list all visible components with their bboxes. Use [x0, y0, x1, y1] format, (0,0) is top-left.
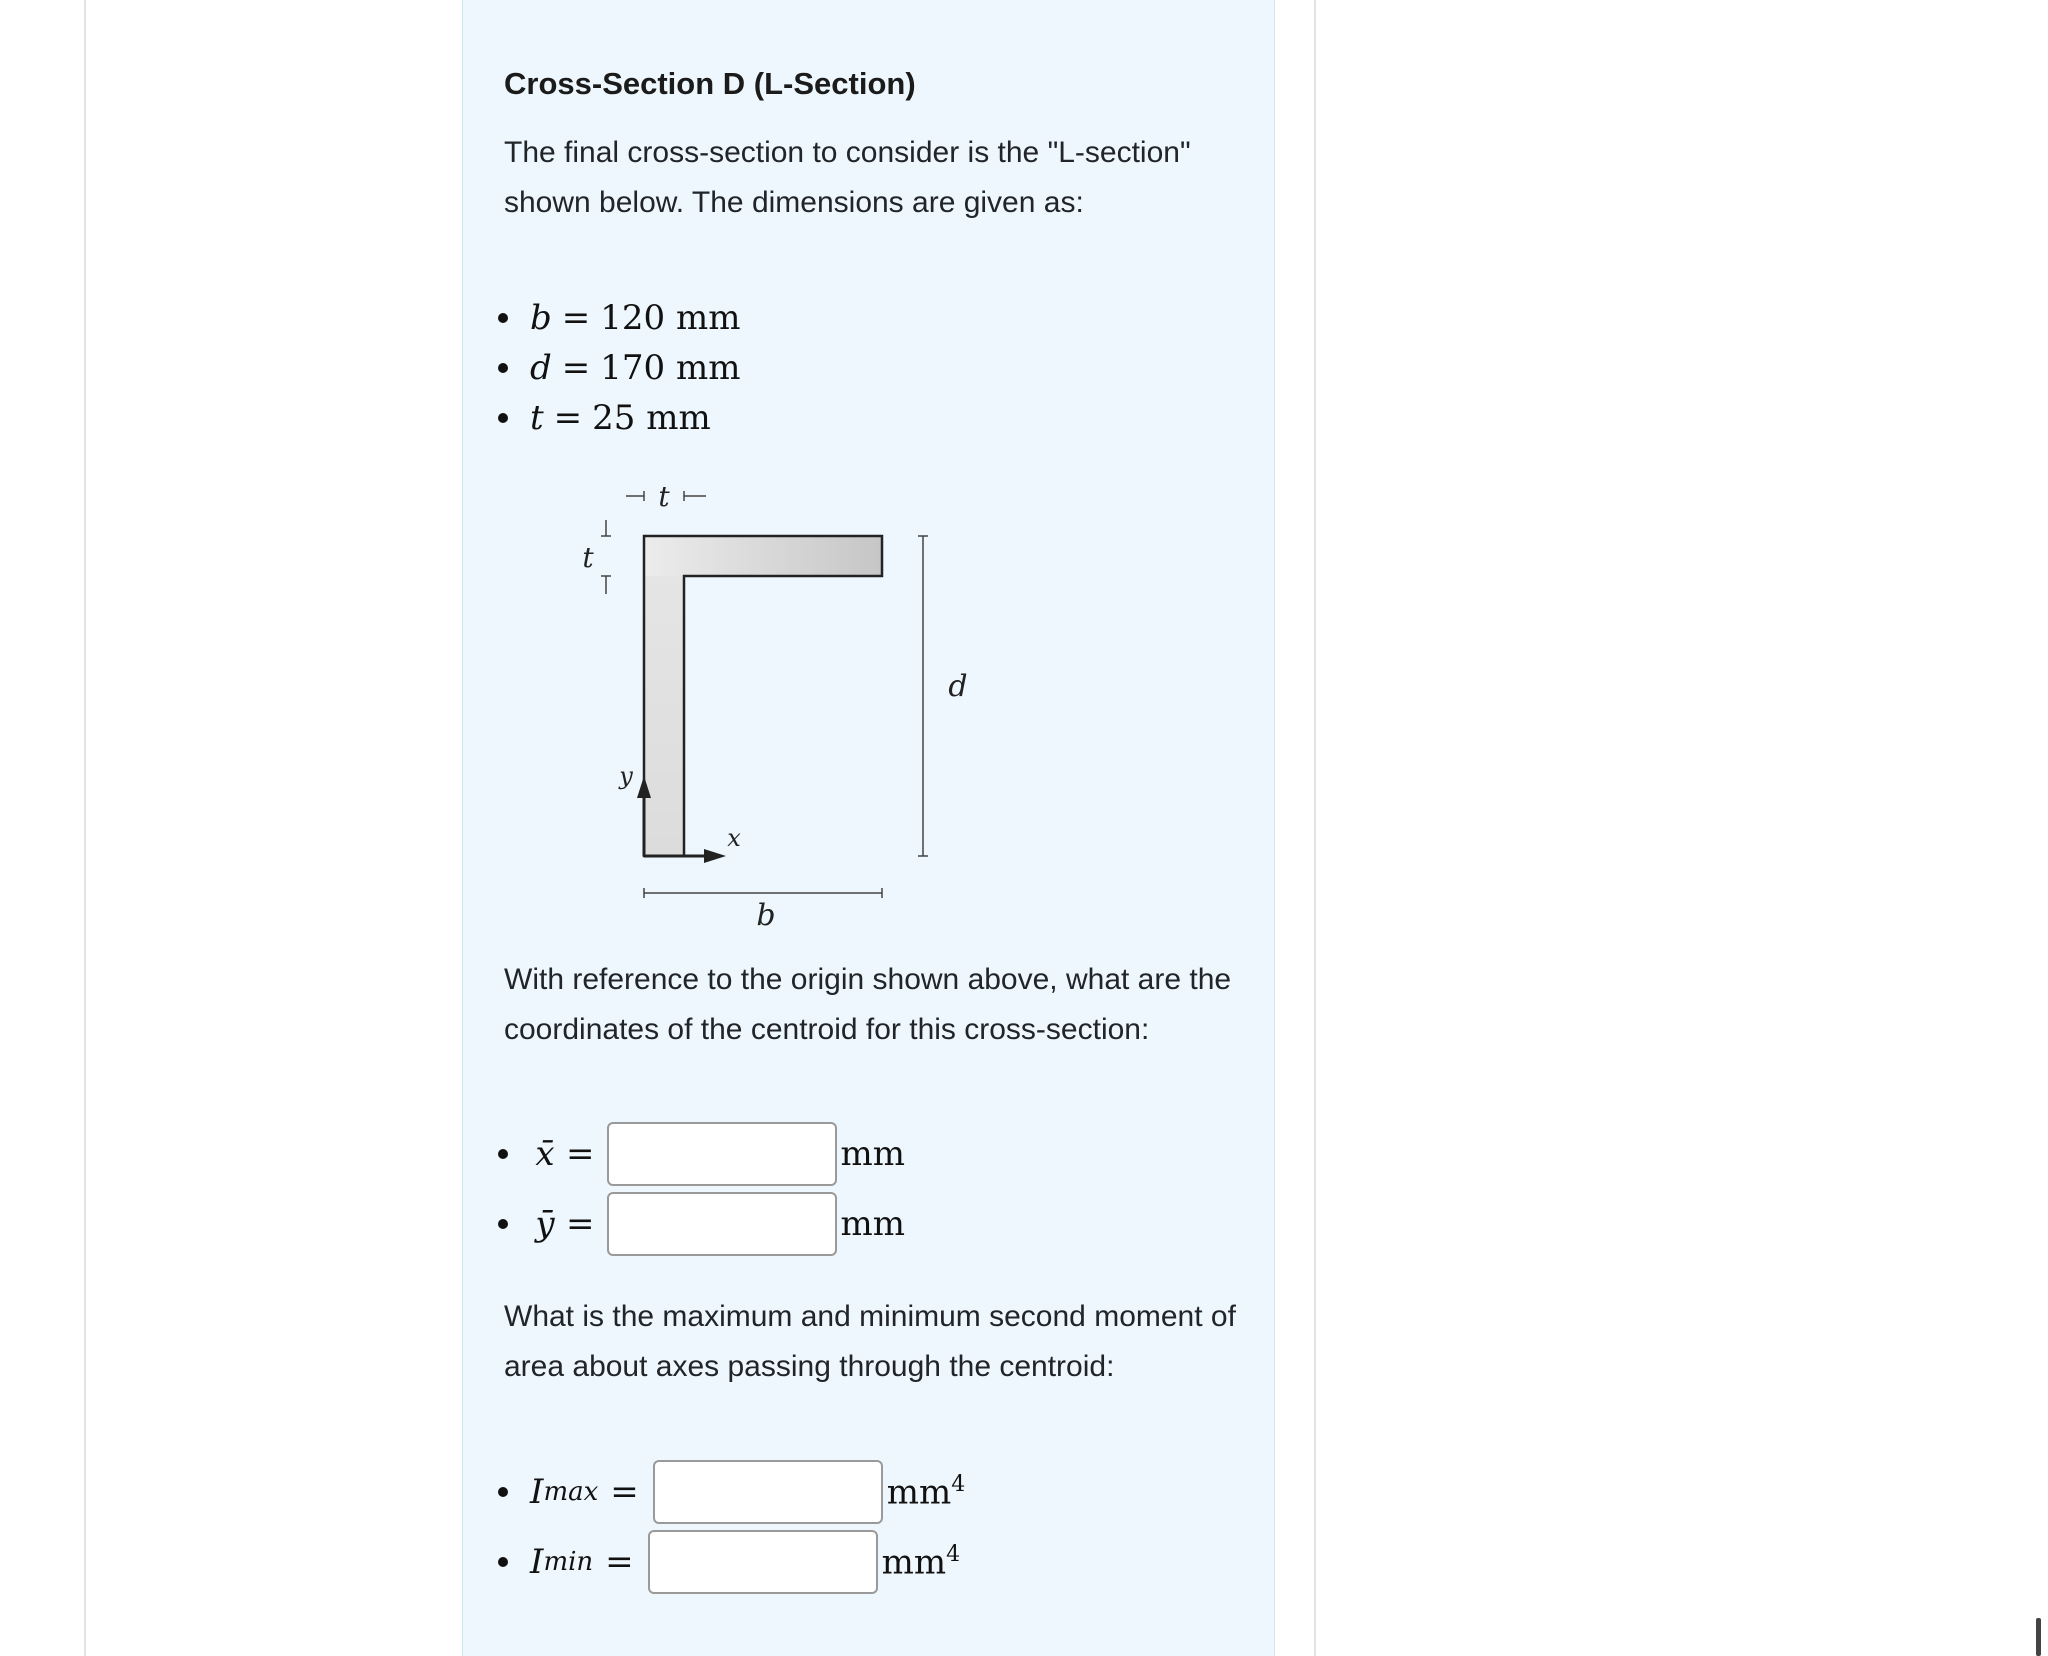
i-min-symbol: I	[530, 1542, 544, 1582]
equals-sign: =	[553, 398, 583, 438]
l-section-flange	[644, 536, 882, 576]
dimension-item-t	[498, 393, 711, 443]
equals-sign: =	[610, 1472, 639, 1512]
equals-sign: =	[561, 298, 591, 338]
y-bar-unit: mm	[840, 1204, 905, 1244]
dimension-item-b	[498, 293, 740, 343]
x-bar-symbol: x̄	[535, 1134, 555, 1174]
bullet-icon	[498, 363, 508, 373]
bullet-icon	[498, 1219, 508, 1229]
t-left-label: t	[582, 541, 594, 574]
centroid-question-text: With reference to the origin shown above, what are the coordinates of the centroid for this cross-section:	[504, 963, 1232, 1046]
dimension-symbol: d	[530, 348, 552, 388]
dimension-value: 170 mm	[600, 348, 741, 388]
l-section-diagram	[560, 470, 1000, 940]
equals-sign: =	[566, 1204, 595, 1244]
i-min-unit	[882, 1542, 960, 1582]
intro-text: The final cross-section to consider is the "L-section" shown below. The dimensions are given as:	[504, 136, 1191, 219]
bullet-icon	[498, 1557, 508, 1567]
x-axis-label: x	[727, 824, 741, 852]
x-bar-input[interactable]	[607, 1122, 837, 1186]
section-heading: Cross-Section D (L-Section)	[504, 66, 916, 101]
dimension-symbol: t	[530, 398, 544, 438]
equals-sign: =	[566, 1134, 595, 1174]
y-axis-label: y	[619, 762, 633, 790]
bullet-icon	[498, 1487, 508, 1497]
i-max-input[interactable]	[653, 1460, 883, 1524]
y-bar-input[interactable]	[607, 1192, 837, 1256]
equals-sign: =	[561, 348, 591, 388]
scrollbar-thumb[interactable]	[2036, 1618, 2041, 1656]
moment-question-text: What is the maximum and minimum second moment of area about axes passing through the centroid:	[504, 1300, 1236, 1383]
centroid-x-item	[498, 1120, 905, 1188]
i-max-unit	[887, 1472, 965, 1512]
bullet-icon	[498, 413, 508, 423]
dimension-symbol: b	[530, 298, 552, 338]
d-label: d	[948, 669, 968, 704]
i-max-symbol: I	[530, 1472, 544, 1512]
i-min-item	[498, 1528, 960, 1596]
i-max-subscript: max	[543, 1477, 599, 1507]
i-max-unit-power: 4	[951, 1471, 966, 1497]
bullet-icon	[498, 1149, 508, 1159]
i-max-item	[498, 1458, 965, 1526]
equals-sign: =	[605, 1542, 634, 1582]
i-max-unit-base: mm	[886, 1472, 952, 1513]
dimension-value: 120 mm	[600, 298, 741, 338]
i-min-unit-power: 4	[946, 1541, 961, 1567]
b-label: b	[756, 898, 776, 933]
i-min-subscript: min	[543, 1547, 594, 1577]
l-section-web	[644, 536, 684, 856]
x-axis-arrow-icon	[704, 849, 726, 863]
y-bar-symbol: ȳ	[535, 1204, 555, 1244]
t-top-label: t	[658, 480, 670, 513]
centroid-y-item	[498, 1190, 905, 1258]
bullet-icon	[498, 313, 508, 323]
dimension-item-d	[498, 343, 740, 393]
x-bar-unit: mm	[840, 1134, 905, 1174]
i-min-unit-base: mm	[881, 1542, 947, 1583]
i-min-input[interactable]	[648, 1530, 878, 1594]
dimension-value: 25 mm	[592, 398, 711, 438]
